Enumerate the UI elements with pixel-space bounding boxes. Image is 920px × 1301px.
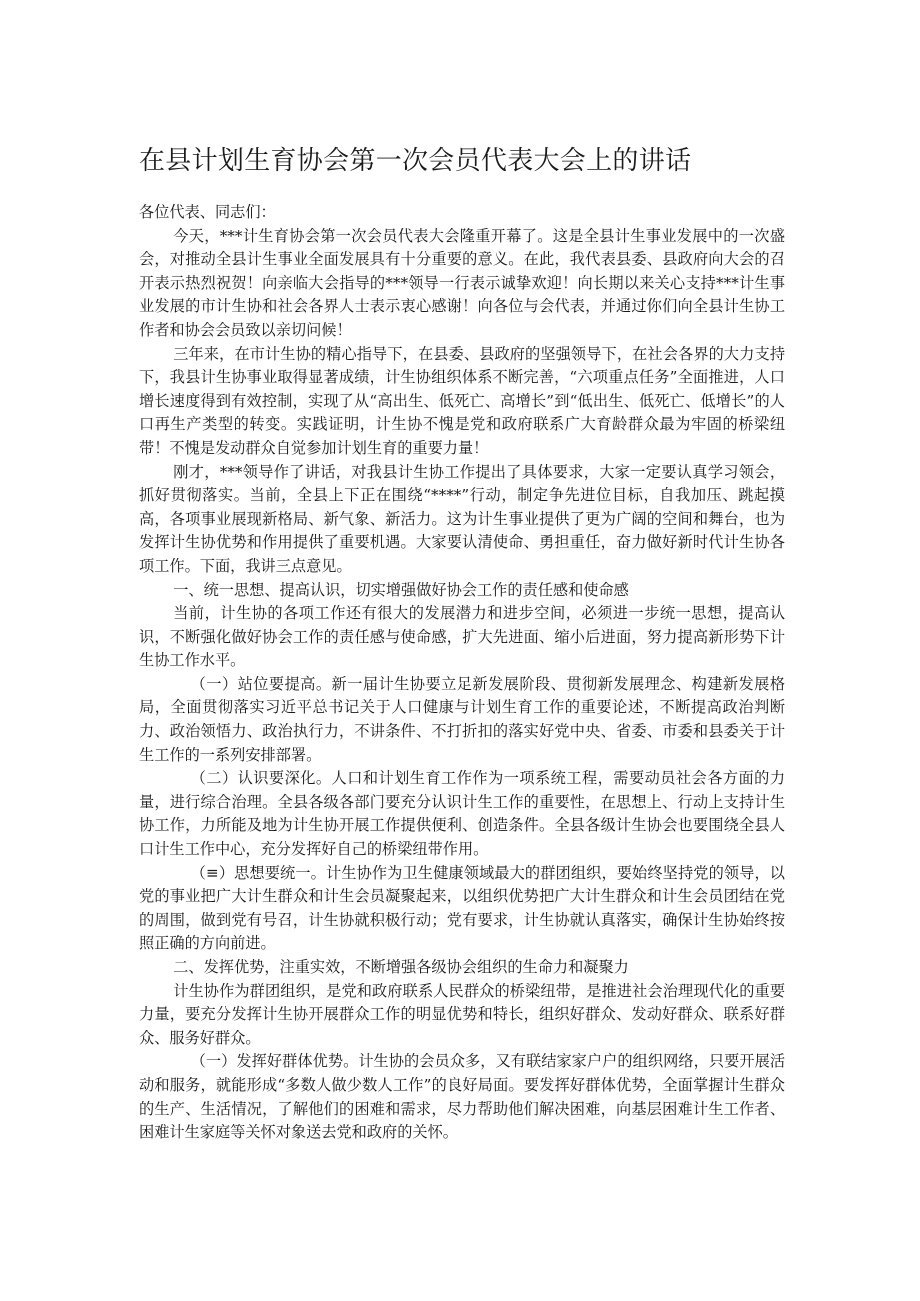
paragraph-point-1-1: （一）站位要提高。新一届计生协要立足新发展阶段、贯彻新发展理念、构建新发展格局，全面贯彻落实习近平总书记关于人口健康与计划生育工作的重要论述，不断提高政治判断力、政治领悟力、政治执行力，不讲条件、不打折扣的落实好党中央、省委、市委和县委关于计生工作的一系列安排部署。 <box>139 674 785 764</box>
section-heading-2: 二、发挥优势，注重实效，不断增强各级协会组织的生命力和凝聚力 <box>173 958 629 976</box>
paragraph-achievements: 三年来，在市计生协的精心指导下，在县委、县政府的坚强领导下，在社会各界的大力支持下，我县计生协事业取得显著成绩，计生协组织体系不断完善，“六项重点任务”全面推进，人口增长速度得到有效控制，实现了从“高出生、低死亡、高增长”到“低出生、低死亡、低增长”的人口再生产类型的转变。实践证明，计生协不愧是党和政府联系广大育龄群众最为牢固的桥梁纽带！不愧是发动群众自觉参加计划生育的重要力量！ <box>139 344 785 457</box>
paragraph-point-1-2: （二）认识要深化。人口和计划生育工作作为一项系统工程，需要动员社会各方面的力量，进行综合治理。全县各级各部门要充分认识计生工作的重要性，在思想上、行动上支持计生协工作，力所能及地为计生协开展工作提供便利、创造条件。全县各级计生协会也要围绕全县人口计生工作中心，充分发挥好自己的桥梁纽带作用。 <box>139 769 785 859</box>
paragraph-opening: 今天，***计生育协会第一次会员代表大会隆重开幕了。这是全县计生事业发展中的一次盛会，对推动全县计生事业全面发展具有十分重要的意义。在此，我代表县委、县政府向大会的召开表示热烈祝贺！向亲临大会指导的***领导一行表示诚挚欢迎！向长期以来关心支持***计生事业发展的市计生协和社会各界人士表示衷心感谢！向各位与会代表，并通过你们向全县计生协工作者和协会会员致以亲切问候！ <box>139 226 785 339</box>
paragraph-requirements: 刚才，***领导作了讲话，对我县计生协工作提出了具体要求，大家一定要认真学习领会，抓好贯彻落实。当前，全县上下正在围绕“****”行动，制定争先进位目标，自我加压、跳起摸高，各项事业展现新格局、新气象、新活力。这为计生事业提供了更为广阔的空间和舞台，也为发挥计生协优势和作用提供了重要机遇。大家要认清使命、勇担重任，奋力做好新时代计生协各项工作。下面，我讲三点意见。 <box>139 462 785 575</box>
paragraph-point-1-3: （≡）思想要统一。计生协作为卫生健康领域最大的群团组织，要始终坚持党的领导，以党的事业把广大计生群众和计生会员凝聚起来，以组织优势把广大计生群众和计生会员团结在党的周围，做到党有号召，计生协就积极行动；党有要求，计生协就认真落实，确保计生协始终按照正确的方向前进。 <box>139 863 785 953</box>
paragraph-point-2-1: （一）发挥好群体优势。计生协的会员众多，又有联结家家户户的组织网络，只要开展活动和服务，就能形成“多数人做少数人工作”的良好局面。要发挥好群体优势，全面掌握计生群众的生产、生活情况，了解他们的困难和需求，尽力帮助他们解决困难，向基层困难计生工作者、困难计生家庭等关怀对象送去党和政府的关怀。 <box>139 1052 785 1142</box>
paragraph-section-2-intro: 计生协作为群团组织，是党和政府联系人民群众的桥梁纽带，是推进社会治理现代化的重要力量，要充分发挥计生协开展群众工作的明显优势和特长，组织好群众、发动好群众、联系好群众、服务好群众。 <box>139 981 785 1047</box>
section-heading-1: 一、统一思想、提高认识，切实增强做好协会工作的责任感和使命感 <box>173 580 629 599</box>
document-title: 在县计划生育协会第一次会员代表大会上的讲话 <box>139 146 692 176</box>
paragraph-section-1-intro: 当前，计生协的各项工作还有很大的发展潜力和进步空间，必须进一步统一思想，提高认识，不断强化做好协会工作的责任感与使命感，扩大先进面、缩小后进面，努力提高新形势下计生协工作水平。 <box>139 604 785 670</box>
document-page <box>139 143 785 1145</box>
salutation: 各位代表、同志们： <box>139 203 276 221</box>
